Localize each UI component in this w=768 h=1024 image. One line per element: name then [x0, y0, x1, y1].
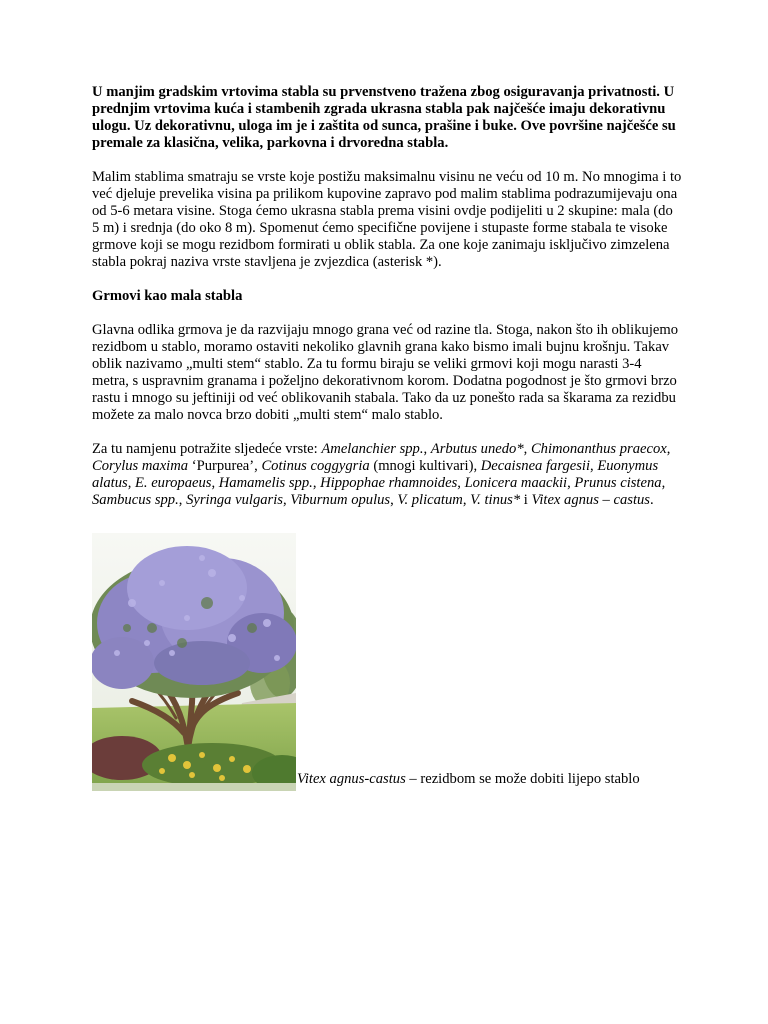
species-name: V. tinus*: [470, 492, 521, 508]
species-name: Sambucus spp.: [92, 492, 179, 508]
species-name: Hamamelis spp.: [218, 475, 313, 491]
species-name: Viburnum opulus: [290, 492, 391, 508]
section-heading: Grmovi kao mala stabla: [92, 288, 243, 304]
species-name: Euonymus alatus: [92, 458, 659, 491]
figure: [92, 526, 682, 786]
species-name: Chimonanthus praecox: [530, 441, 667, 457]
species-paragraph: Za tu namjenu potražite sljedeće vrste: Amelanchier spp., Arbutus unedo*, Chimonanthus praecox, Corylus maxima ‘Purpurea’, Cotinus coggygria (mnogi kultivari), Decaisnea fargesii, Euonymus alatus, E. europaeus, Hamamelis spp., Hippophae rhamnoides, Lonicera maackii, Prunus cistena, Sambucus spp., Syringa vulgaris, Viburnum opulus, V. plicatum, V. tinus* i Vitex agnus – castus.: [92, 441, 671, 508]
figure-caption: [297, 771, 640, 788]
caption-text: – rezidbom se može dobiti lijepo stablo: [405, 771, 640, 787]
document-page: [92, 84, 682, 786]
species-name: Prunus cistena: [574, 475, 662, 491]
species-name: Decaisnea fargesii: [480, 458, 591, 474]
species-name: Vitex agnus – castus: [531, 492, 650, 508]
species-name: Amelanchier spp.: [321, 441, 424, 457]
species-name: E. europaeus: [134, 475, 212, 491]
species-name: Hippophae rhamnoides: [320, 475, 458, 491]
species-name: Lonicera maackii: [464, 475, 568, 491]
intro-paragraph: U manjim gradskim vrtovima stabla su prvenstveno tražena zbog osiguravanja privatnosti. U prednjim vrtovima kuća i stambenih zgrada ukrasna stabla pak najčešće imaju dekorativnu ulogu. Uz dekorativnu, uloga im je i zaštita od sunca, prašine i buke. Ove površine najčešće su premale za klasična, velika, parkovna i drvoredna stabla.: [92, 84, 676, 151]
vitex-tree-photo: [92, 533, 296, 791]
species-name: Syringa vulgaris: [186, 492, 283, 508]
shrubs-paragraph: Glavna odlika grmova je da razvijaju mnogo grana već od razine tla. Stoga, nakon što ih oblikujemo rezidbom u stablo, moramo ostaviti nekoliko glavnih grana kako bismo imali bujnu krošnju. Takav oblik nazivamo „multi stem“ stablo. Za tu formu biraju se veliki grmovi koji mogu narasti 3-4 metra, s uspravnim granama i poželjno dekorativnom korom. Dodatna pogodnost je što grmovi brzo rastu i mnogo su jeftiniji od već oblikovanih stabala. Tako da uz ponešto rada sa škarama za rezidbu možete za malo novca brzo dobiti „multi stem“ malo stablo.: [92, 322, 679, 423]
species-name: Cotinus coggygria: [261, 458, 370, 474]
small-trees-paragraph: Malim stablima smatraju se vrste koje postižu maksimalnu visinu ne veću od 10 m. No mnogima i to već djeluje prevelika visina pa prilikom kupovine zapravo pod malim stablima podrazumijevaju ona od 5-6 metara visine. Stoga ćemo ukrasna stabla prema visini ovdje podijeliti u 2 skupine: mala (do 5 m) i srednja (do oko 8 m). Spomenut ćemo specifične povijene i stupaste forme stabala te visoke grmove koji se mogu rezidbom formirati u oblik stabla. Za one koje zanimaju isključivo zimzelena stabla pokraj naziva vrste stavljena je zvjezdica (asterisk *).: [92, 169, 682, 270]
caption-species: Vitex agnus-castus: [297, 771, 406, 787]
species-name: Arbutus unedo*: [430, 441, 524, 457]
species-name: Corylus maxima: [92, 458, 189, 474]
species-name: V. plicatum: [397, 492, 463, 508]
